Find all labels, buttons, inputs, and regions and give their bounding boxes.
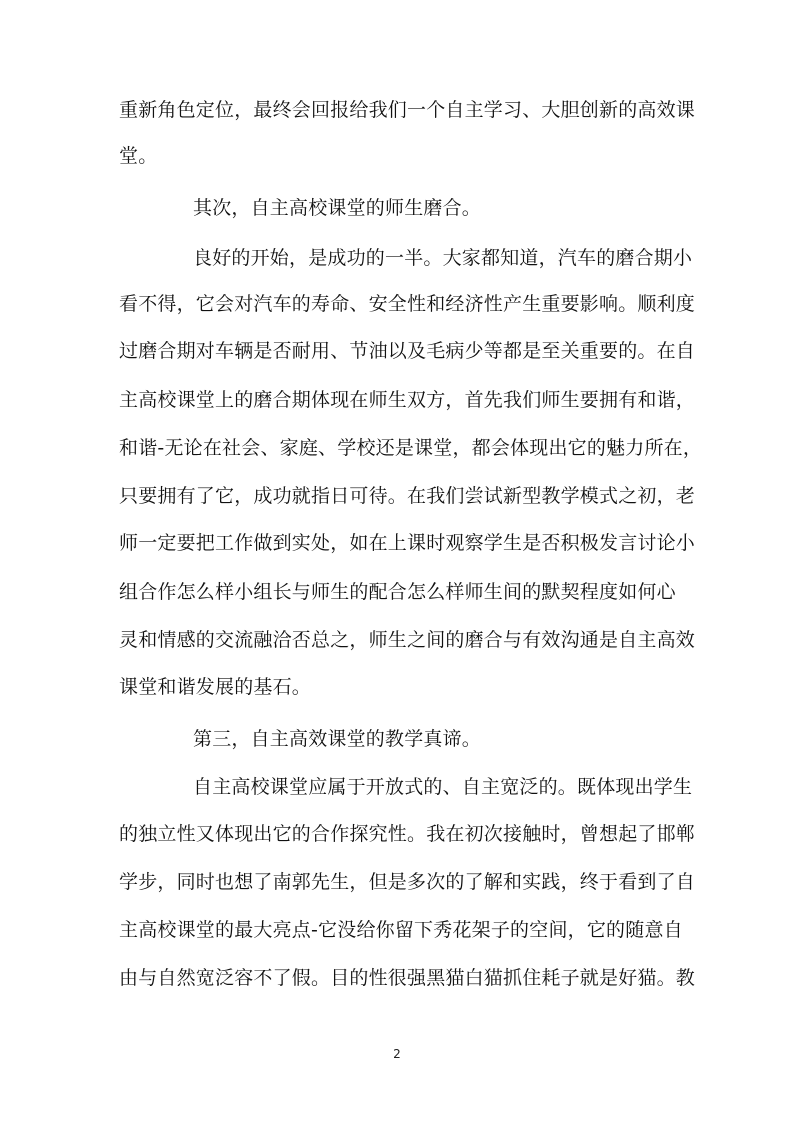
text-line: 只要拥有了它，成功就指日可待。在我们尝试新型教学模式之初，老 bbox=[119, 485, 696, 507]
text-line: 主高校课堂的最大亮点-它没给你留下秀花架子的空间，它的随意自 bbox=[119, 919, 683, 941]
text-line: 良好的开始，是成功的一半。大家都知道，汽车的磨合期小 bbox=[193, 247, 693, 269]
text-line: 和谐-无论在社会、家庭、学校还是课堂，都会体现出它的魅力所在， bbox=[119, 437, 703, 459]
text-line: 堂。 bbox=[119, 145, 158, 167]
section-heading: 第三，自主高效课堂的教学真谛。 bbox=[193, 728, 482, 750]
text-line: 学步，同时也想了南郭先生，但是多次的了解和实践，终于看到了自 bbox=[119, 871, 696, 893]
text-line: 自主高校课堂应属于开放式的、自主宽泛的。既体现出学生 bbox=[193, 776, 693, 798]
text-line: 重新角色定位，最终会回报给我们一个自主学习、大胆创新的高效课 bbox=[119, 99, 696, 121]
text-line: 由与自然宽泛容不了假。目的性很强黑猫白猫抓住耗子就是好猫。教 bbox=[119, 967, 696, 989]
page-number: 2 bbox=[393, 1047, 401, 1061]
text-line: 师一定要把工作做到实处，如在上课时观察学生是否积极发言讨论小 bbox=[119, 532, 696, 554]
text-line: 看不得，它会对汽车的寿命、安全性和经济性产生重要影响。顺利度 bbox=[119, 293, 696, 315]
text-line: 组合作怎么样小组长与师生的配合怎么样师生间的默契程度如何心 bbox=[119, 581, 676, 603]
text-line: 过磨合期对车辆是否耐用、节油以及毛病少等都是至关重要的。在自 bbox=[119, 340, 696, 362]
text-line: 的独立性又体现出它的合作探究性。我在初次接触时，曾想起了邯郸 bbox=[119, 823, 696, 845]
text-line: 主高校课堂上的磨合期体现在师生双方，首先我们师生要拥有和谐， bbox=[119, 389, 696, 411]
text-line: 灵和情感的交流融洽否总之，师生之间的磨合与有效沟通是自主高效 bbox=[119, 629, 696, 651]
text-line: 课堂和谐发展的基石。 bbox=[119, 676, 312, 698]
section-heading: 其次，自主高校课堂的师生磨合。 bbox=[193, 197, 482, 219]
